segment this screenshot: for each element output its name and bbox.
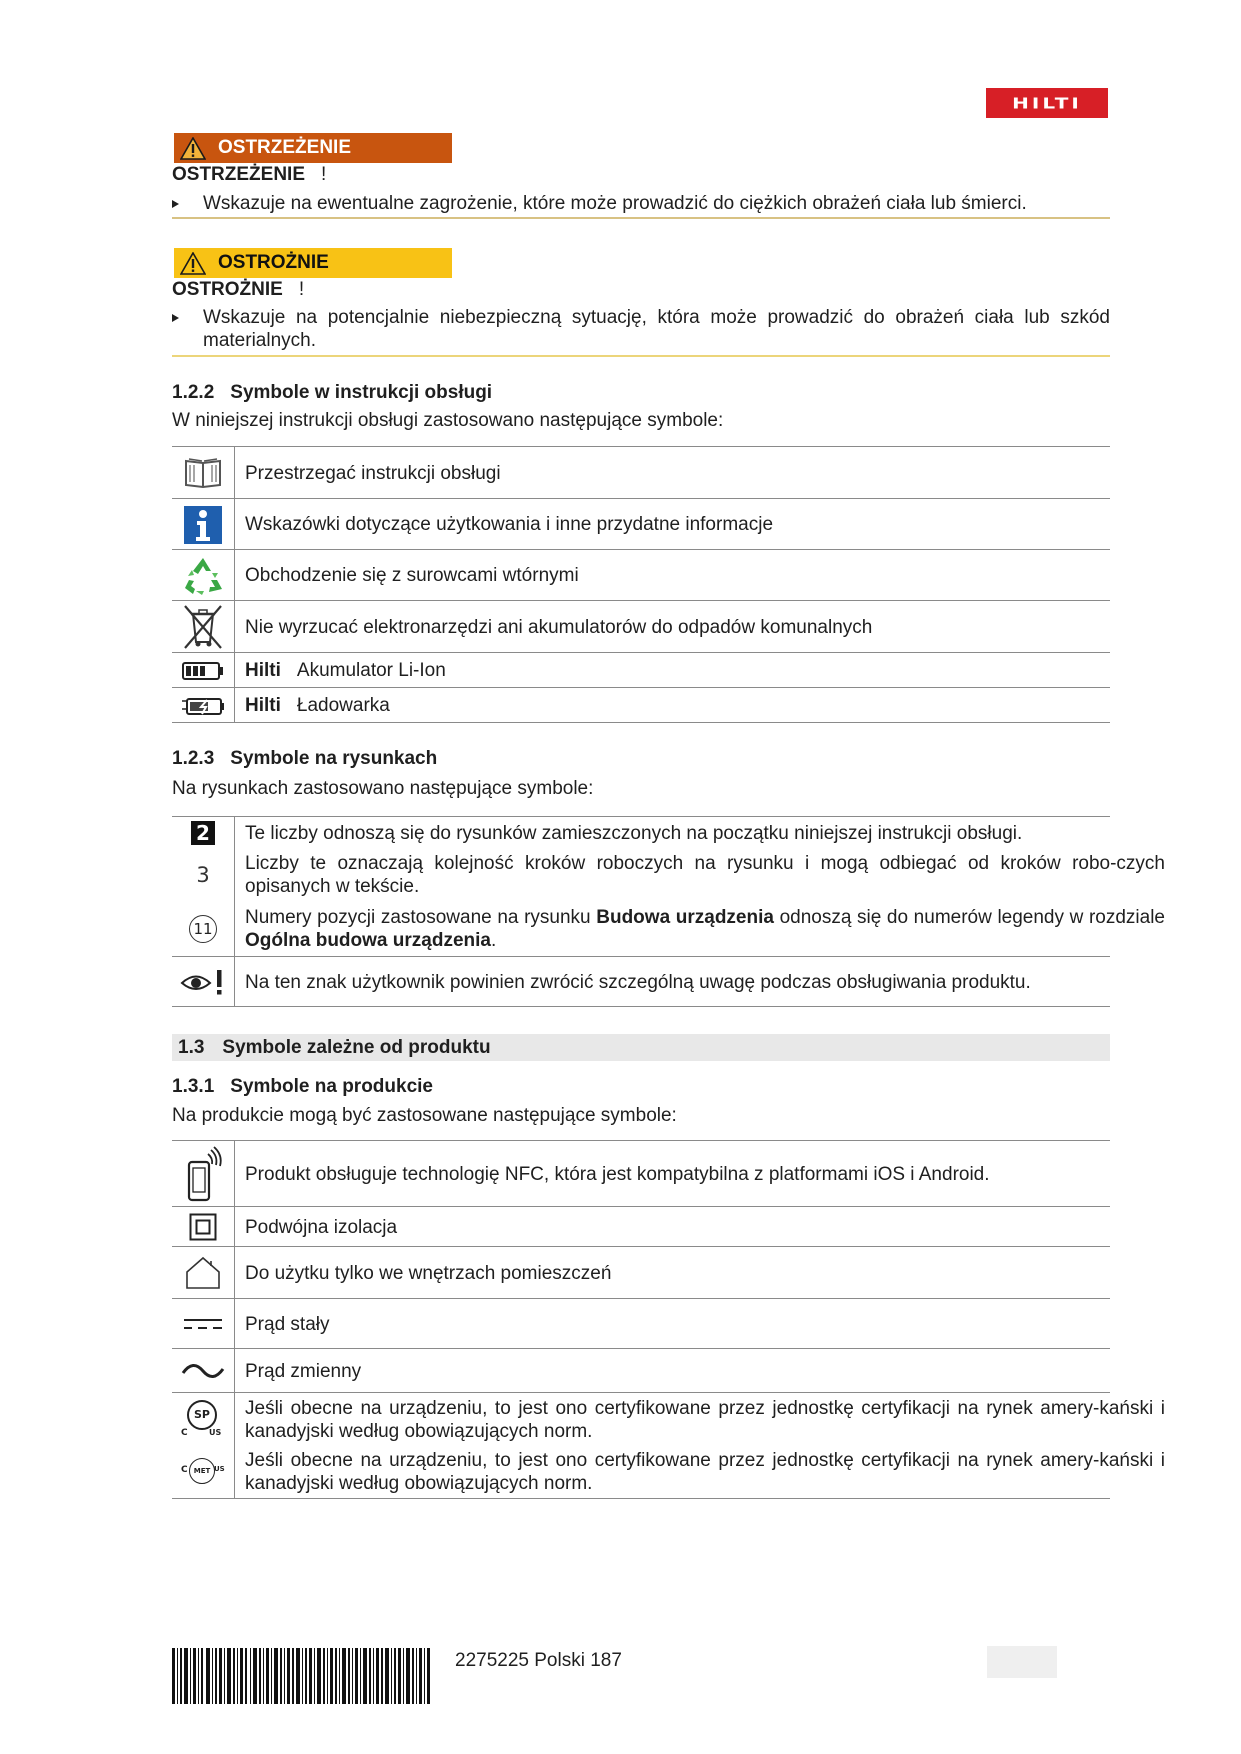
symbols-figures-table	[172, 816, 1165, 1006]
caution-signal-word: OSTROŻNIE !	[172, 279, 305, 300]
heading-1-2-2: 1.2.2 Symbole w instrukcji obsługi	[172, 382, 493, 403]
table-row	[172, 600, 1110, 653]
symbol-description: Podwójna izolacja	[245, 1216, 398, 1238]
intro-1-2-3: Na rysunkach zastosowano następujące symbole:	[172, 778, 594, 799]
table-row	[172, 902, 1165, 956]
caution-divider	[172, 355, 1110, 357]
symbol-description: Jeśli obecne na urządzeniu, to jest ono certyfikowane przez jednostkę certyfikacji na rynek amery-kański i kanadyjski według obowiązujących norm.	[245, 1397, 1165, 1442]
hilti-logo	[986, 88, 1108, 118]
table-row	[172, 1445, 1165, 1498]
figure-number-icon: 2	[172, 817, 235, 849]
eye-attention-icon	[172, 957, 235, 1007]
symbol-description: Obchodzenie się z surowcami wtórnymi	[245, 565, 579, 586]
table-row	[172, 848, 1165, 902]
warning-banner-label: OSTRZEŻENIE	[218, 137, 352, 158]
table-row	[172, 446, 1110, 499]
symbol-description: Jeśli obecne na urządzeniu, to jest ono certyfikowane przez jednostkę certyfikacji na rynek amery-kański i kanadyjski według obowiązujących norm.	[245, 1449, 1165, 1494]
table-bottom-rule	[172, 1498, 1110, 1499]
step-number-icon: 3	[172, 848, 235, 902]
table-row	[172, 956, 1110, 1007]
symbols-product-table	[172, 1140, 1165, 1498]
bullet-arrow-icon	[172, 200, 179, 208]
symbol-description: Hilti Ładowarka	[245, 695, 390, 716]
section-1-3: 1.3 Symbole zależne od produktu	[172, 1034, 1110, 1061]
symbol-description: Na ten znak użytkownik powinien zwrócić szczególną uwagę podczas obsługiwania produktu.	[245, 971, 1031, 993]
table-row	[172, 1392, 1165, 1446]
symbol-description: Numery pozycji zastosowane na rysunku Budowa urządzenia odnoszą się do numerów legendy w rozdziale Ogólna budowa urządzenia.	[245, 907, 1165, 951]
page-footer: 2275225 Polski 187	[455, 1650, 622, 1671]
symbol-description: Do użytku tylko we wnętrzach pomieszczeń	[245, 1262, 612, 1284]
table-row	[172, 1140, 1110, 1207]
symbol-description: Wskazówki dotyczące użytkowania i inne przydatne informacje	[245, 514, 774, 535]
caution-banner-label: OSTROŻNIE	[218, 252, 329, 273]
nfc-phone-icon	[172, 1141, 235, 1207]
intro-1-2-2: W niniejszej instrukcji obsługi zastosowano następujące symbole:	[172, 410, 724, 431]
symbols-manual-table	[172, 446, 1110, 722]
warning-signal-word: OSTRZEŻENIE !	[172, 164, 327, 185]
warning-triangle-icon	[180, 137, 206, 160]
warning-banner	[174, 133, 452, 163]
table-row	[172, 498, 1110, 550]
table-bottom-rule	[172, 1006, 1110, 1007]
table-row	[172, 549, 1110, 601]
table-row	[172, 652, 1110, 688]
table-row	[172, 687, 1110, 723]
charger-icon	[172, 688, 235, 723]
csa-cert-icon: SP C US	[172, 1393, 235, 1446]
recycle-icon	[172, 550, 235, 601]
table-row	[172, 816, 1110, 849]
crossed-bin-icon	[172, 601, 235, 653]
table-row	[172, 1348, 1110, 1393]
table-row	[172, 1206, 1110, 1247]
symbol-description: Te liczby odnoszą się do rysunków zamieszczonych na początku niniejszej instrukcji obsługi.	[245, 822, 1023, 844]
caution-bullet: Wskazuje na potencjalnie niebezpieczną sytuację, która może prowadzić do obrażeń ciała lub szkód materialnych.	[172, 306, 1110, 352]
corner-tab	[987, 1646, 1057, 1678]
barcode-icon	[172, 1648, 430, 1704]
symbol-description: Produkt obsługuje technologię NFC, która jest kompatybilna z platformami iOS i Android.	[245, 1163, 990, 1185]
met-cert-icon: C MET US	[172, 1445, 235, 1498]
manual-book-icon	[172, 447, 235, 499]
warning-divider	[172, 217, 1110, 219]
caution-triangle-icon	[180, 252, 206, 275]
heading-1-2-3: 1.2.3 Symbole na rysunkach	[172, 748, 438, 769]
item-number-icon: 11	[172, 902, 235, 956]
bullet-arrow-icon	[172, 314, 179, 322]
double-insulation-icon	[172, 1207, 235, 1247]
intro-1-3-1: Na produkcie mogą być zastosowane następujące symbole:	[172, 1105, 677, 1126]
symbol-description: Prąd zmienny	[245, 1360, 362, 1382]
indoor-house-icon	[172, 1247, 235, 1299]
hilti-logo-text: HILTI	[1012, 94, 1082, 112]
symbol-description: Hilti Akumulator Li-Ion	[245, 660, 446, 681]
direct-current-icon	[172, 1299, 235, 1349]
heading-1-3-1: 1.3.1 Symbole na produkcie	[172, 1076, 433, 1097]
info-icon	[172, 499, 235, 550]
battery-icon	[172, 653, 235, 688]
caution-banner	[174, 248, 452, 278]
alternating-current-icon	[172, 1349, 235, 1393]
table-row	[172, 1246, 1110, 1299]
table-bottom-rule	[172, 722, 1110, 723]
symbol-description: Prąd stały	[245, 1313, 330, 1335]
symbol-description: Przestrzegać instrukcji obsługi	[245, 462, 501, 484]
table-row	[172, 1298, 1110, 1349]
symbol-description: Nie wyrzucać elektronarzędzi ani akumulatorów do odpadów komunalnych	[245, 616, 873, 638]
warning-bullet: Wskazuje na ewentualne zagrożenie, które może prowadzić do ciężkich obrażeń ciała lub śmierci.	[172, 192, 1110, 215]
symbol-description: Liczby te oznaczają kolejność kroków roboczych na rysunku i mogą odbiegać od kroków robo-czych opisanych w tekście.	[245, 853, 1165, 897]
